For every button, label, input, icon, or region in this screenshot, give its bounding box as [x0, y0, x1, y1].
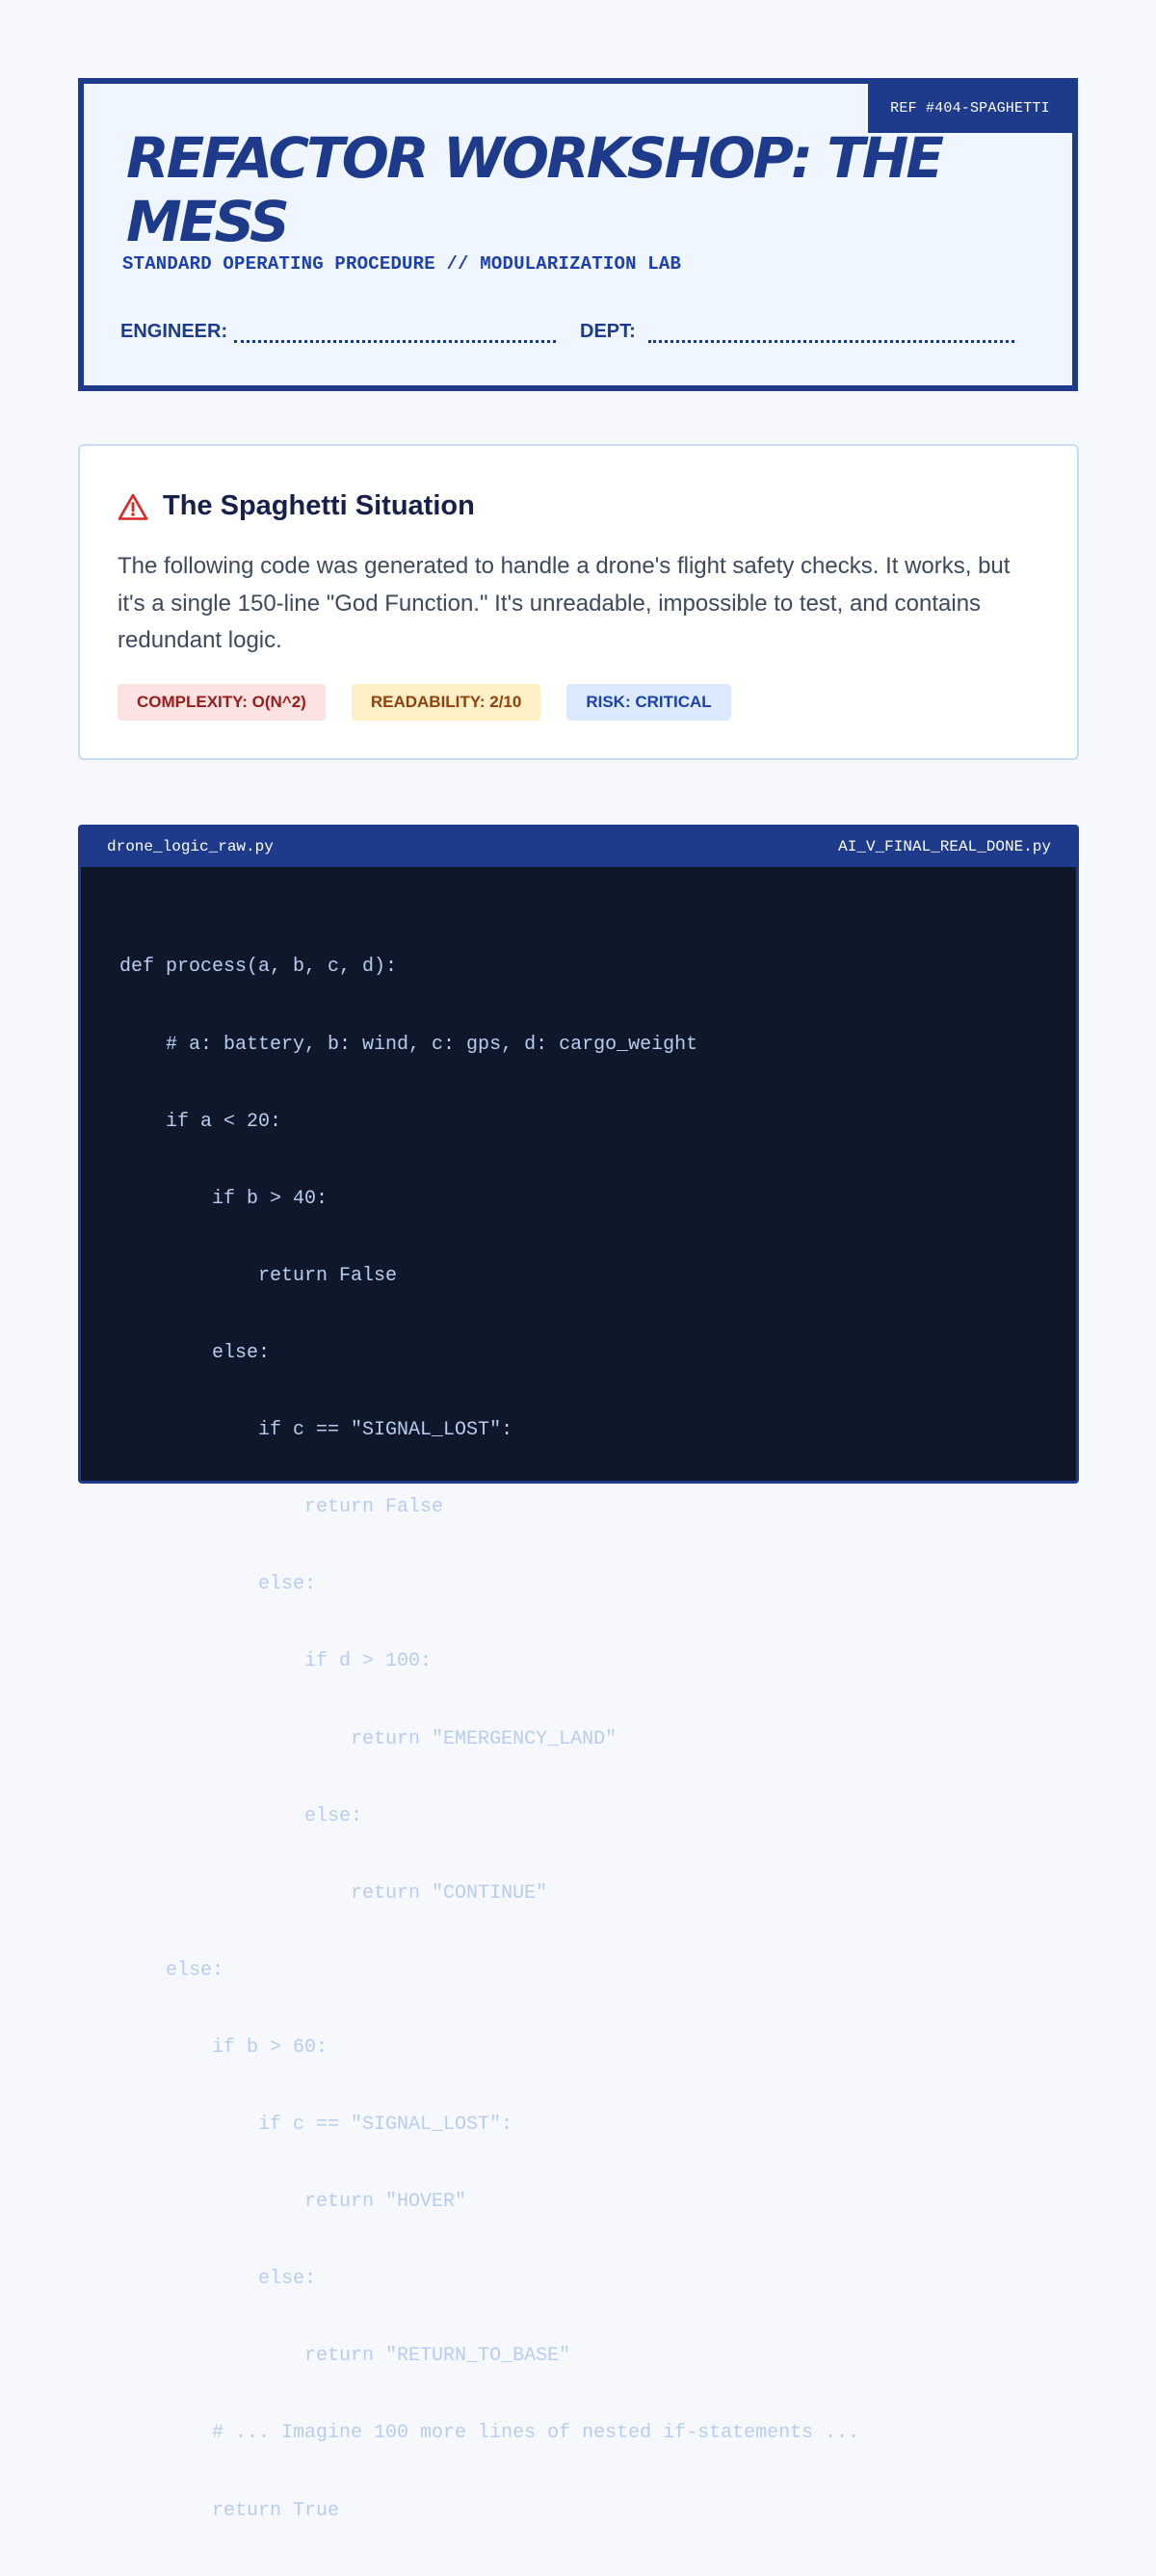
code-line: # ... Imagine 100 more lines of nested if-statements ... — [119, 2422, 860, 2445]
code-line: return "HOVER" — [119, 2191, 467, 2214]
code-line: else: — [119, 2268, 317, 2291]
warning-triangle-icon — [118, 492, 148, 521]
filename-left[interactable]: drone_logic_raw.py — [107, 838, 274, 855]
code-line: if c == "SIGNAL_LOST": — [119, 2114, 513, 2137]
code-line: return False — [119, 1496, 444, 1519]
code-window-titlebar — [81, 828, 1076, 867]
ref-tag: REF #404-SPAGHETTI — [868, 84, 1072, 133]
risk-badge: RISK: CRITICAL — [566, 684, 730, 721]
code-line: if d > 100: — [119, 1650, 433, 1673]
dept-label: DEPT: — [580, 321, 636, 342]
code-window — [78, 825, 1079, 2522]
situation-title: The Spaghetti Situation — [163, 490, 475, 521]
code-line: else: — [119, 1341, 271, 1364]
code-line: return True — [119, 2499, 340, 2522]
situation-description: The following code was generated to handle a drone's flight safety checks. It works, but it's a single 150-line "God Function." It's unreadable, impossible to test, and contains redundant logic. — [118, 553, 1011, 653]
code-line: return "EMERGENCY_LAND" — [119, 1727, 617, 1750]
engineer-label: ENGINEER: — [120, 321, 228, 342]
readability-badge: READABILITY: 2/10 — [352, 684, 541, 721]
metric-badges — [118, 684, 757, 721]
code-line: else: — [119, 1573, 317, 1596]
code-line: if b > 40: — [119, 1187, 328, 1210]
engineer-field[interactable] — [234, 340, 556, 343]
code-line: if a < 20: — [119, 1110, 282, 1133]
situation-card — [78, 444, 1079, 760]
code-line: return "RETURN_TO_BASE" — [119, 2345, 571, 2368]
code-line: if c == "SIGNAL_LOST": — [119, 1419, 513, 1442]
code-line: if b > 60: — [119, 2036, 328, 2059]
page-subtitle: STANDARD OPERATING PROCEDURE // MODULARIZATION LAB — [122, 253, 682, 275]
dept-field[interactable] — [648, 340, 1014, 343]
code-line: # a: battery, b: wind, c: gps, d: cargo_weight — [119, 1033, 698, 1056]
code-line: return False — [119, 1264, 398, 1287]
complexity-badge: COMPLEXITY: O(N^2) — [118, 684, 326, 721]
code-line: else: — [119, 1804, 363, 1827]
code-line: else: — [119, 1958, 224, 1982]
page-title: REFACTOR WORKSHOP: THE MESS — [126, 125, 941, 254]
filename-right[interactable]: AI_V_FINAL_REAL_DONE.py — [838, 838, 1051, 855]
code-line: def process(a, b, c, d): — [119, 956, 398, 979]
header-card — [78, 78, 1078, 391]
code-block — [119, 904, 859, 2576]
situation-header — [118, 490, 475, 522]
code-line: return "CONTINUE" — [119, 1881, 548, 1905]
